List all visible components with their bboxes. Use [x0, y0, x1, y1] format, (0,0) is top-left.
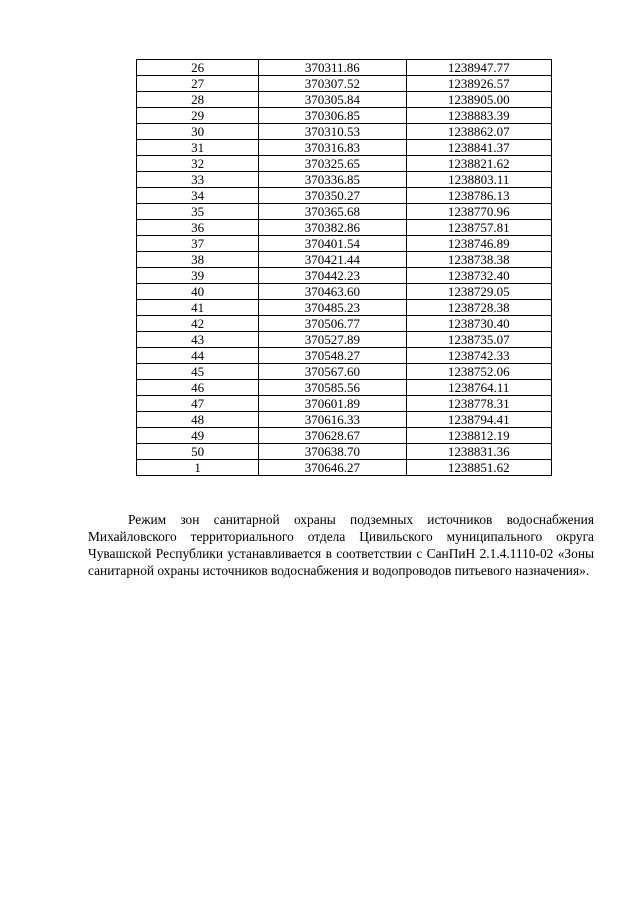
x-coordinate-cell: 370421.44 [259, 252, 406, 268]
point-number-cell: 41 [137, 300, 259, 316]
table-row [137, 60, 552, 76]
coordinates-table-body [137, 60, 552, 476]
x-coordinate-cell: 370646.27 [259, 460, 406, 476]
coordinates-table [136, 59, 552, 476]
x-coordinate-cell: 370382.86 [259, 220, 406, 236]
point-number-cell: 28 [137, 92, 259, 108]
point-number-cell: 40 [137, 284, 259, 300]
table-row [137, 444, 552, 460]
table-row [137, 332, 552, 348]
table-row [137, 108, 552, 124]
y-coordinate-cell: 1238947.77 [406, 60, 551, 76]
table-row [137, 412, 552, 428]
y-coordinate-cell: 1238926.57 [406, 76, 551, 92]
point-number-cell: 37 [137, 236, 259, 252]
y-coordinate-cell: 1238786.13 [406, 188, 551, 204]
point-number-cell: 26 [137, 60, 259, 76]
x-coordinate-cell: 370506.77 [259, 316, 406, 332]
x-coordinate-cell: 370601.89 [259, 396, 406, 412]
y-coordinate-cell: 1238730.40 [406, 316, 551, 332]
body-paragraph: Режим зон санитарной охраны подземных источников водоснабжения Михайловского территориального отдела Цивильского муниципального округа Чувашской Республики устанавливается в соответствии с СанПиН 2.1.4.1110-02 «Зоны санитарной охраны источников водоснабжения и водопроводов питьевого назначения». [88, 512, 594, 578]
point-number-cell: 1 [137, 460, 259, 476]
x-coordinate-cell: 370567.60 [259, 364, 406, 380]
x-coordinate-cell: 370401.54 [259, 236, 406, 252]
point-number-cell: 31 [137, 140, 259, 156]
table-row [137, 220, 552, 236]
point-number-cell: 48 [137, 412, 259, 428]
x-coordinate-cell: 370485.23 [259, 300, 406, 316]
y-coordinate-cell: 1238729.05 [406, 284, 551, 300]
x-coordinate-cell: 370316.83 [259, 140, 406, 156]
point-number-cell: 50 [137, 444, 259, 460]
table-row [137, 172, 552, 188]
y-coordinate-cell: 1238841.37 [406, 140, 551, 156]
point-number-cell: 35 [137, 204, 259, 220]
y-coordinate-cell: 1238851.62 [406, 460, 551, 476]
x-coordinate-cell: 370527.89 [259, 332, 406, 348]
x-coordinate-cell: 370310.53 [259, 124, 406, 140]
y-coordinate-cell: 1238803.11 [406, 172, 551, 188]
x-coordinate-cell: 370585.56 [259, 380, 406, 396]
point-number-cell: 43 [137, 332, 259, 348]
y-coordinate-cell: 1238728.38 [406, 300, 551, 316]
x-coordinate-cell: 370325.65 [259, 156, 406, 172]
table-row [137, 204, 552, 220]
y-coordinate-cell: 1238862.07 [406, 124, 551, 140]
point-number-cell: 49 [137, 428, 259, 444]
table-row [137, 252, 552, 268]
x-coordinate-cell: 370336.85 [259, 172, 406, 188]
table-row [137, 460, 552, 476]
x-coordinate-cell: 370365.68 [259, 204, 406, 220]
y-coordinate-cell: 1238831.36 [406, 444, 551, 460]
y-coordinate-cell: 1238764.11 [406, 380, 551, 396]
point-number-cell: 44 [137, 348, 259, 364]
y-coordinate-cell: 1238735.07 [406, 332, 551, 348]
y-coordinate-cell: 1238778.31 [406, 396, 551, 412]
table-row [137, 428, 552, 444]
point-number-cell: 39 [137, 268, 259, 284]
table-row [137, 92, 552, 108]
y-coordinate-cell: 1238812.19 [406, 428, 551, 444]
y-coordinate-cell: 1238883.39 [406, 108, 551, 124]
point-number-cell: 33 [137, 172, 259, 188]
y-coordinate-cell: 1238732.40 [406, 268, 551, 284]
table-row [137, 300, 552, 316]
table-row [137, 156, 552, 172]
y-coordinate-cell: 1238821.62 [406, 156, 551, 172]
point-number-cell: 32 [137, 156, 259, 172]
x-coordinate-cell: 370442.23 [259, 268, 406, 284]
y-coordinate-cell: 1238752.06 [406, 364, 551, 380]
point-number-cell: 47 [137, 396, 259, 412]
y-coordinate-cell: 1238738.38 [406, 252, 551, 268]
table-row [137, 348, 552, 364]
point-number-cell: 27 [137, 76, 259, 92]
table-row [137, 284, 552, 300]
x-coordinate-cell: 370548.27 [259, 348, 406, 364]
y-coordinate-cell: 1238757.81 [406, 220, 551, 236]
y-coordinate-cell: 1238905.00 [406, 92, 551, 108]
x-coordinate-cell: 370463.60 [259, 284, 406, 300]
x-coordinate-cell: 370350.27 [259, 188, 406, 204]
point-number-cell: 30 [137, 124, 259, 140]
table-row [137, 236, 552, 252]
point-number-cell: 42 [137, 316, 259, 332]
x-coordinate-cell: 370311.86 [259, 60, 406, 76]
point-number-cell: 46 [137, 380, 259, 396]
table-row [137, 364, 552, 380]
x-coordinate-cell: 370306.85 [259, 108, 406, 124]
point-number-cell: 29 [137, 108, 259, 124]
y-coordinate-cell: 1238746.89 [406, 236, 551, 252]
point-number-cell: 45 [137, 364, 259, 380]
point-number-cell: 38 [137, 252, 259, 268]
x-coordinate-cell: 370307.52 [259, 76, 406, 92]
y-coordinate-cell: 1238742.33 [406, 348, 551, 364]
table-row [137, 380, 552, 396]
table-row [137, 76, 552, 92]
table-row [137, 124, 552, 140]
y-coordinate-cell: 1238770.96 [406, 204, 551, 220]
table-row [137, 316, 552, 332]
x-coordinate-cell: 370616.33 [259, 412, 406, 428]
x-coordinate-cell: 370638.70 [259, 444, 406, 460]
point-number-cell: 36 [137, 220, 259, 236]
x-coordinate-cell: 370305.84 [259, 92, 406, 108]
table-row [137, 268, 552, 284]
point-number-cell: 34 [137, 188, 259, 204]
y-coordinate-cell: 1238794.41 [406, 412, 551, 428]
x-coordinate-cell: 370628.67 [259, 428, 406, 444]
table-row [137, 188, 552, 204]
table-row [137, 140, 552, 156]
table-row [137, 396, 552, 412]
